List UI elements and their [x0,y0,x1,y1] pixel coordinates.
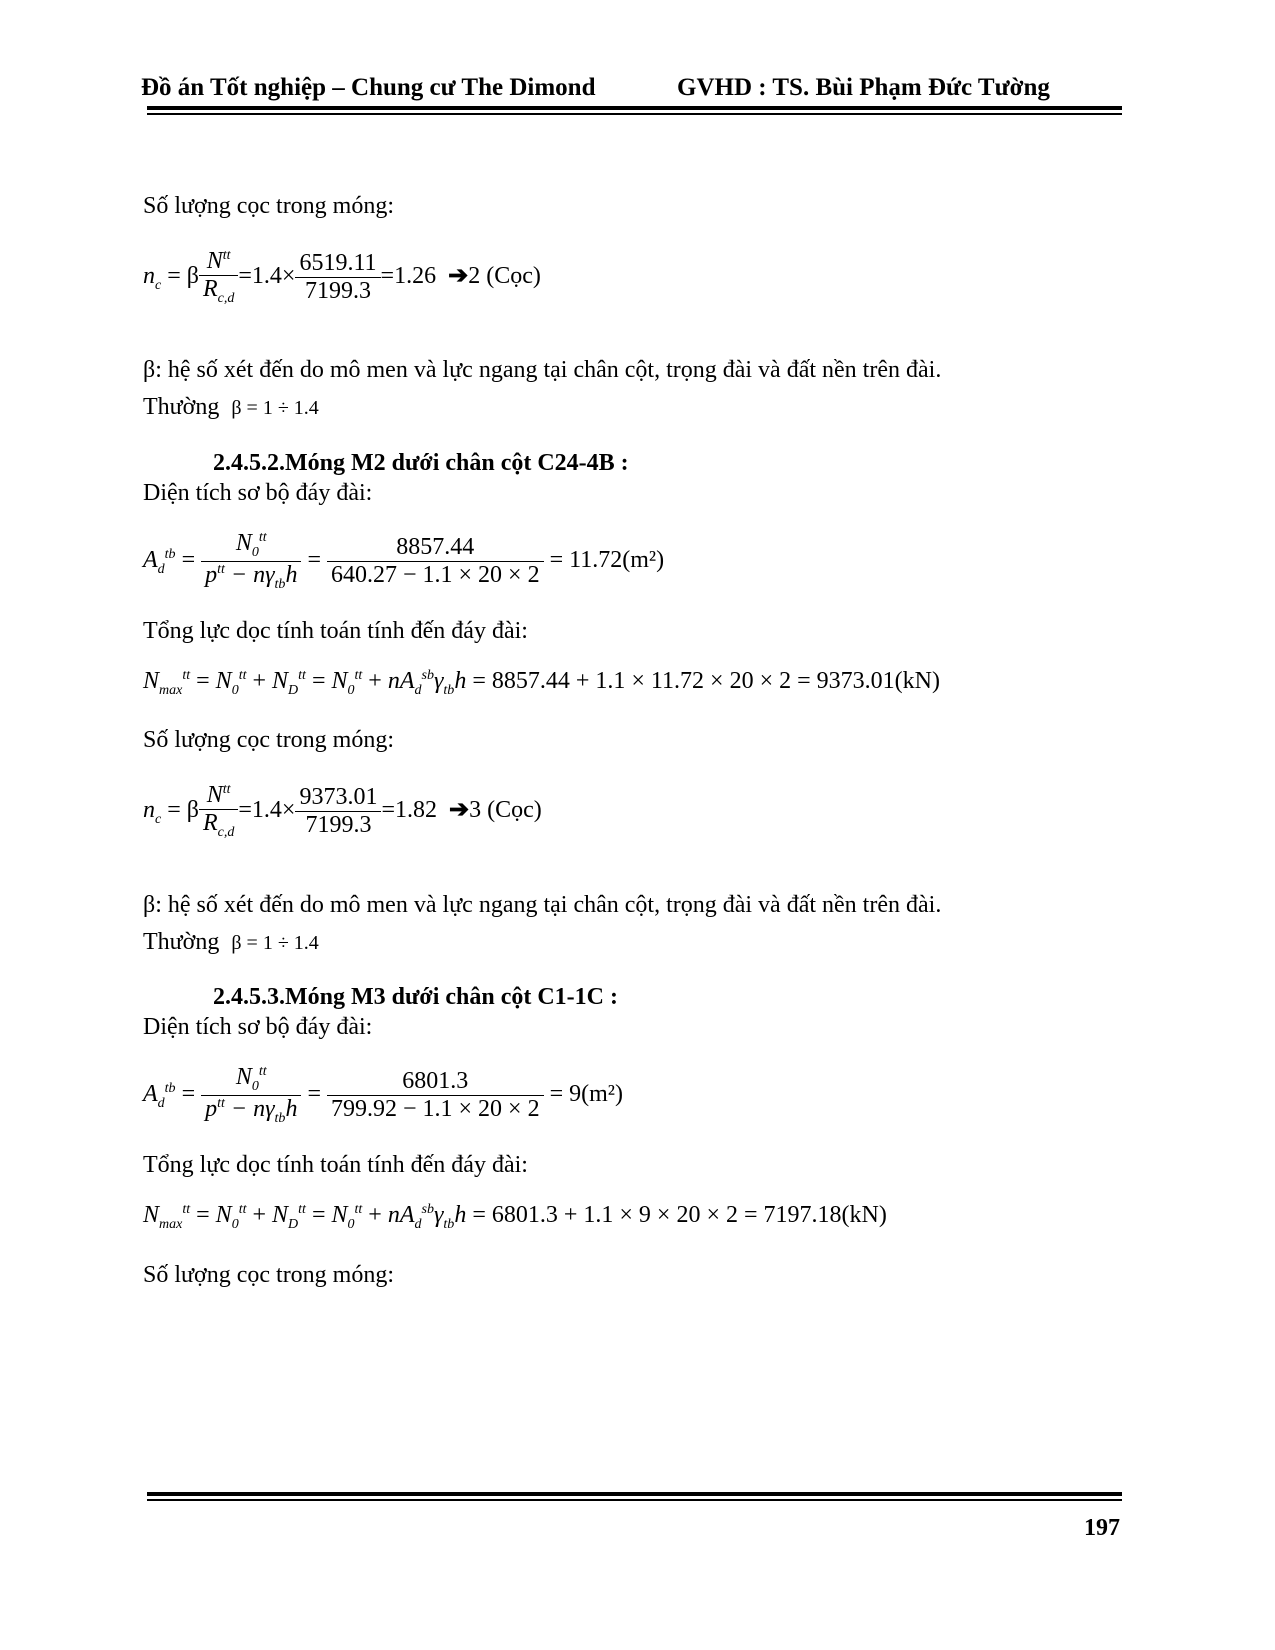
page-number: 197 [1084,1515,1120,1541]
section-heading-m2: 2.4.5.2.Móng M2 dưới chân cột C24-4B : [213,450,629,476]
arrow-icon: ➔ [448,796,470,823]
force-equation-m3: $N_{max}^{tt} = N_0^{tt} + N_D^{tt} = N_0^{tt} + nA_d^{sb}\gamma_{tb}h = 6801.3 + 1.1 \times 9 \times 20 \times 2 = 7197.18(kN)$ [143,1202,887,1232]
area-equation-m3: $A_d^{tb}$ = $\frac{N_0^{tt}}{p^{tt} - n\gamma_{tb}h}$ = $\frac{6801.3}{799.92 - 1.1 \times 20 \times 2}$ = 9(m²) [143,1064,623,1126]
header-left-title: Đồ án Tốt nghiệp – Chung cư The Dimond [141,74,596,101]
pile-count-equation-2: $n_c = \beta$ $\frac{N^{tt}}{R_{c,d}}$ =1.4× $\frac{9373.01}{7199.3}$ =1.82 ➔3 (Cọc) [143,782,542,840]
pile-count-label-m2: Số lượng cọc trong móng: [143,727,395,753]
pile-count-label-m3: Số lượng cọc trong móng: [143,1262,395,1288]
arrow-icon: ➔ [448,262,469,289]
beta-range-1: Thường β = 1 ÷ 1.4 [143,394,319,420]
force-label-m2: Tổng lực dọc tính toán tính đến đáy đài: [143,618,528,644]
header-rule-thick [147,106,1122,110]
beta-range-2: Thường β = 1 ÷ 1.4 [143,929,319,955]
footer-rule-thin [147,1499,1122,1501]
header-rule-thin [147,113,1122,115]
area-label-m2: Diện tích sơ bộ đáy đài: [143,480,373,506]
area-equation-m2: $A_d^{tb}$ = $\frac{N_0^{tt}}{p^{tt} - n\gamma_{tb}h}$ = $\frac{8857.44}{640.27 - 1.1 \times 20 \times 2}$ = 11.72(m²) [143,530,665,592]
area-label-m3: Diện tích sơ bộ đáy đài: [143,1014,373,1040]
beta-description-2: β: hệ số xét đến do mô men và lực ngang tại chân cột, trọng đài và đất nền trên đài. [143,892,942,918]
pile-count-label: Số lượng cọc trong móng: [143,193,395,219]
force-equation-m2: $N_{max}^{tt} = N_0^{tt} + N_D^{tt} = N_0^{tt} + nA_d^{sb}\gamma_{tb}h = 8857.44 + 1.1 \times 11.72 \times 20 \times 2 = 9373.01(kN)$ [143,668,940,698]
beta-description-1: β: hệ số xét đến do mô men và lực ngang tại chân cột, trọng đài và đất nền trên đài. [143,357,942,383]
header-right-advisor: GVHD : TS. Bùi Phạm Đức Tường [677,74,1050,101]
force-label-m3: Tổng lực dọc tính toán tính đến đáy đài: [143,1152,528,1178]
section-heading-m3: 2.4.5.3.Móng M3 dưới chân cột C1-1C : [213,984,618,1010]
pile-count-equation-1: $n_c = \beta$ $\frac{N^{tt}}{R_{c,d}}$ =1.4× $\frac{6519.11}{7199.3}$ =1.26 ➔2 (Cọc) [143,248,541,306]
footer-rule-thick [147,1492,1122,1496]
